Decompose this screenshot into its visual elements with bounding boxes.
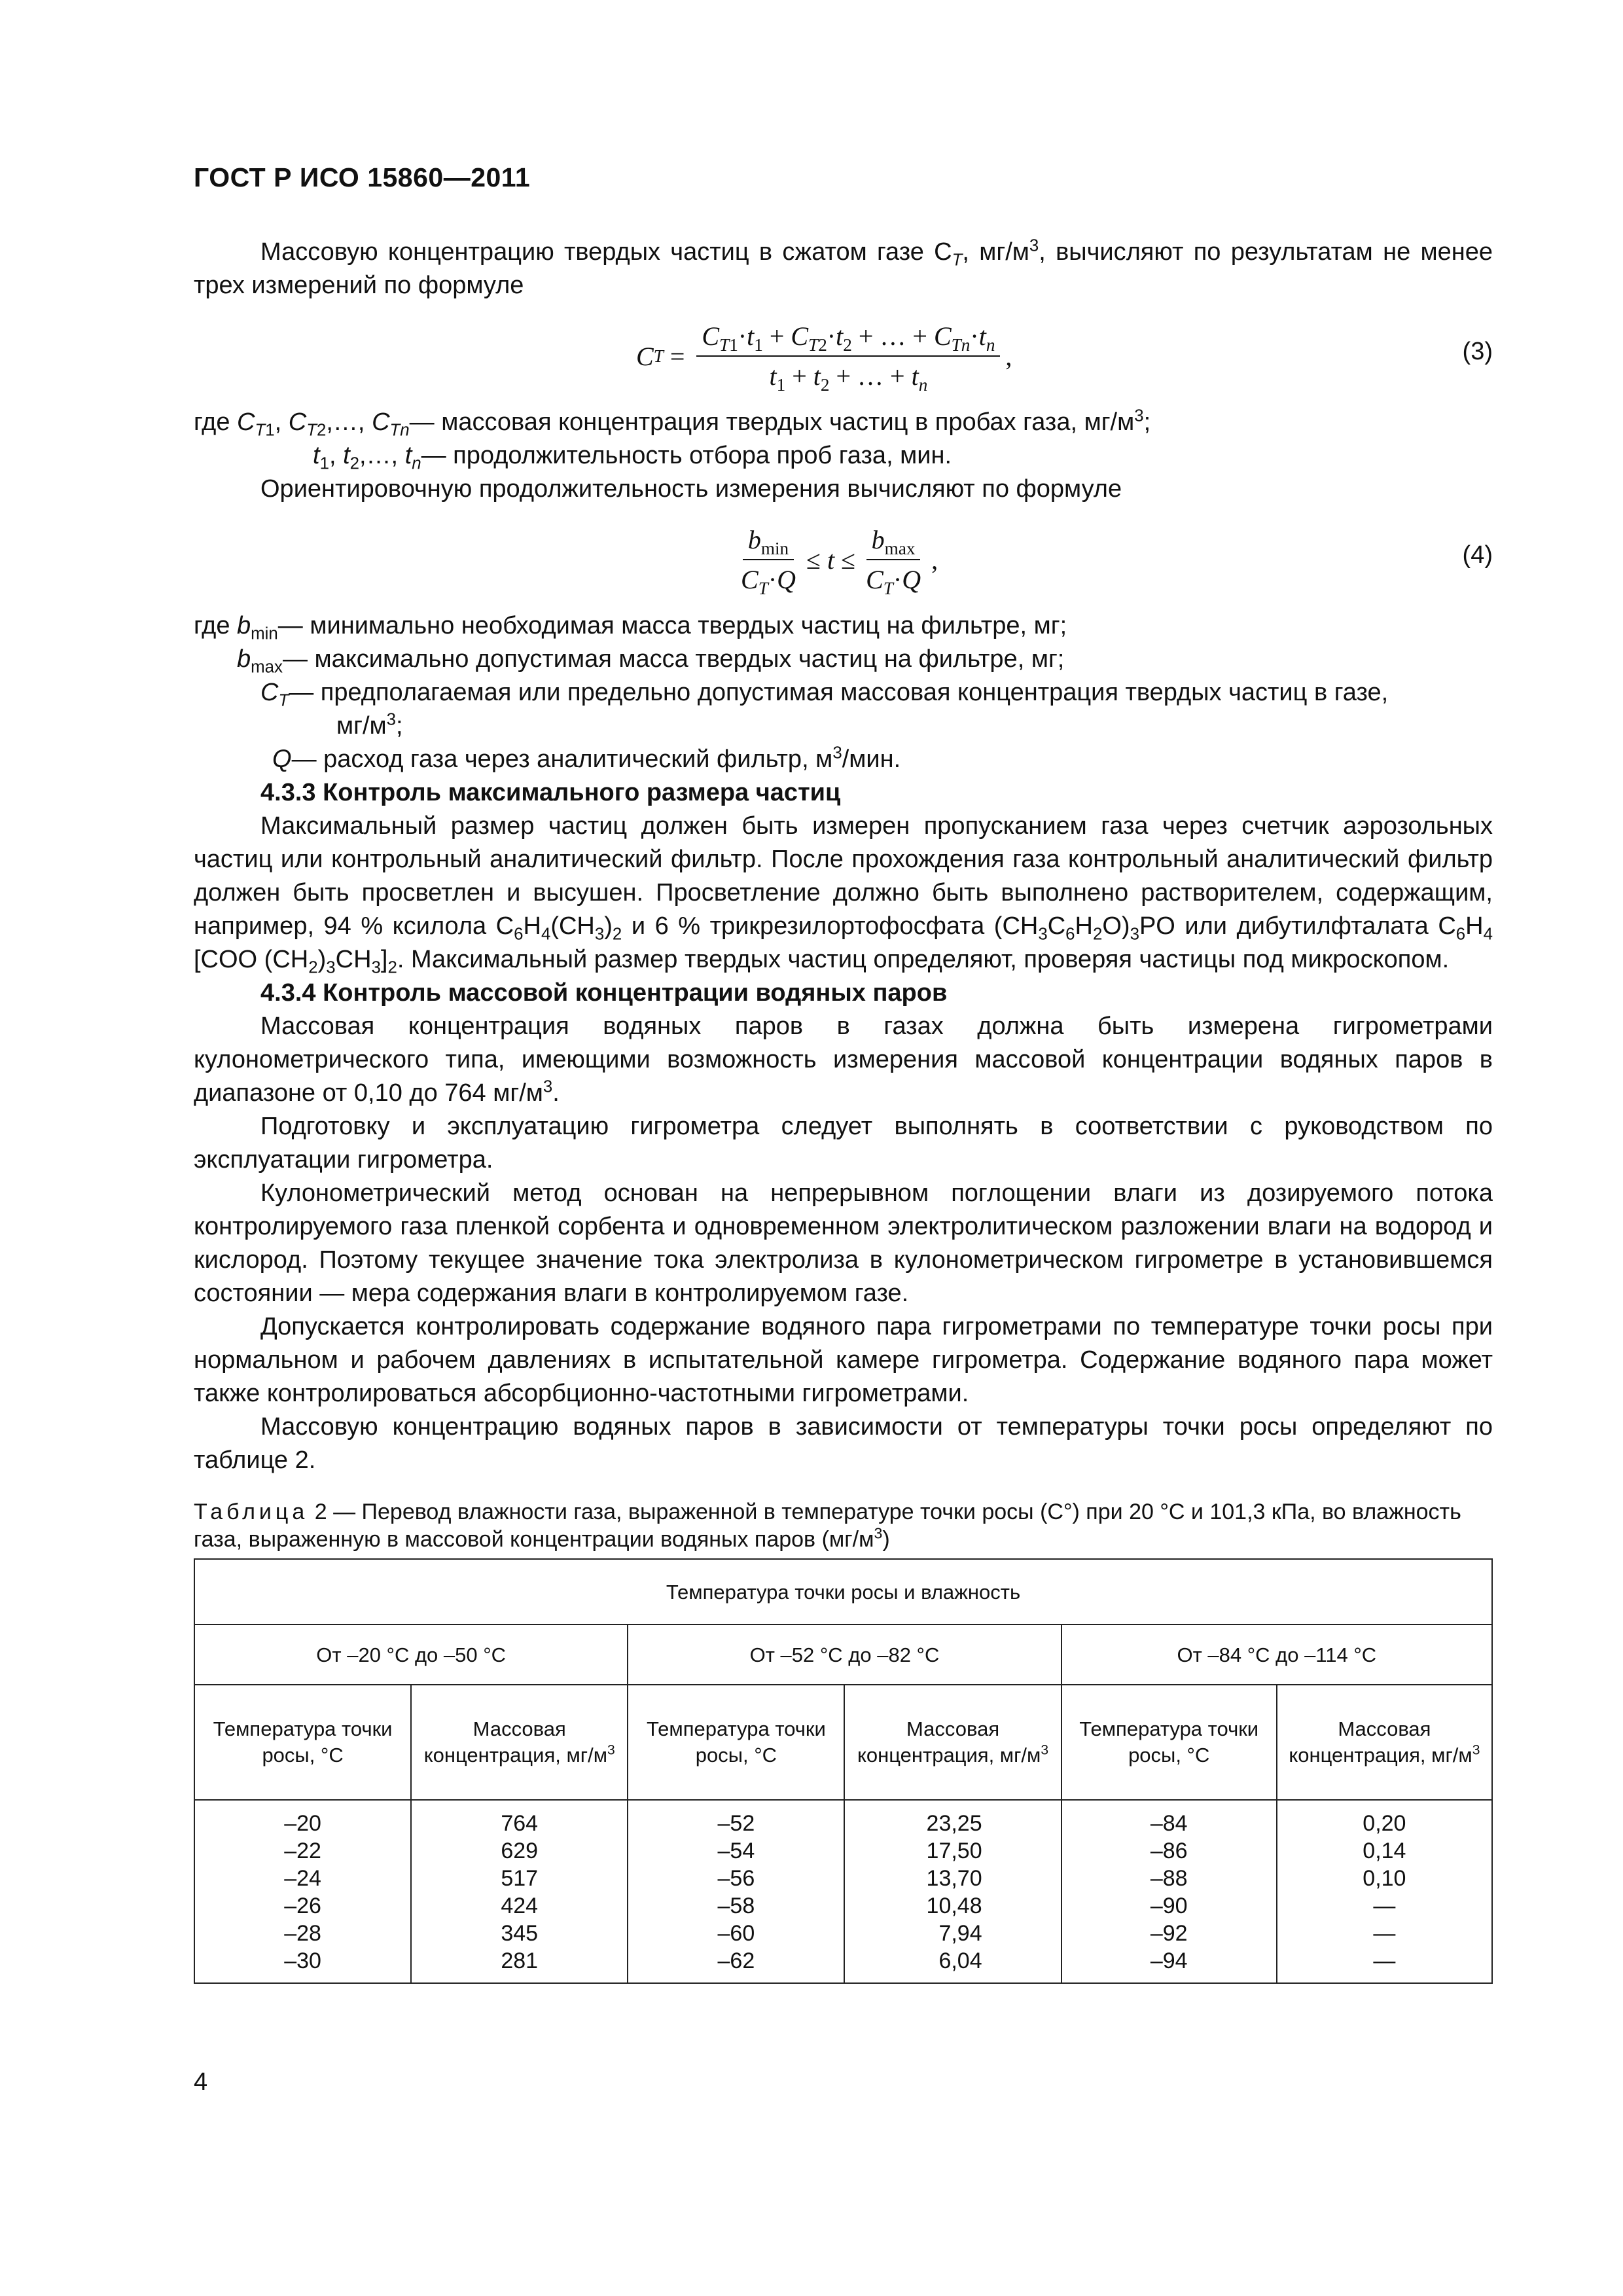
column-header-temperature: Температура точки росы, °C (628, 1685, 844, 1800)
formula-3-legend (194, 406, 1493, 473)
paragraph-4-3-4-2: Подготовку и эксплуатацию гигрометра следует выполнять в соответствии с руководством по эксплуатации гигрометра. (194, 1113, 1493, 1174)
page-number: 4 (194, 2068, 208, 2096)
table-column-values: –84 –86 –88 –90 –92 –94 (1061, 1800, 1277, 1983)
table-2-caption: Таблица 2 — Перевод влажности газа, выраженной в температуре точки росы (C°) при 20 °C и 101,3 кПа, во влажность газа, выраженную в массовой концентрации водяных паров $(мг/м^3)$ (194, 1499, 1461, 1552)
formula-3 (194, 315, 1493, 397)
legend-item: $C_T$ — предполагаемая или предельно допустимая массовая концентрация твердых частиц в газе, (260, 679, 1389, 710)
table-column-values: 0,20 0,14 0,10 — — — (1277, 1800, 1492, 1983)
table-2 (194, 1558, 1493, 1984)
table-group-header: От –84 °C до –114 °C (1061, 1624, 1492, 1685)
column-header-temperature: Температура точки росы, °C (194, 1685, 411, 1800)
legend-item: Q — расход газа через аналитический фильтр, $м^3$/мин. (272, 744, 901, 773)
page-content (194, 236, 1493, 1984)
document-header: ГОСТ Р ИСО 15860—2011 (194, 162, 531, 192)
formula-4 (194, 519, 1493, 600)
legend-item: где $b_{min}$ — минимально необходимая масса твердых частиц на фильтре, мг; (194, 612, 1067, 643)
legend-item: $t_1$, $t_2,\dots$, $t_n$ — продолжительность отбора проб газа, мин. (313, 442, 952, 473)
paragraph-4-3-4-3: Кулонометрический метод основан на непрерывном поглощении влаги из дозируемого потока контролируемого газа пленкой сорбента и одновременном электролитическом разложении влаги на водород и кислород. Поэтому текущее значение тока электролиза в кулонометрическом гигрометре в установившемся состоянии — мера содержания влаги в контролируемом газе. (194, 1179, 1493, 1307)
formula-4-number: (4) (1462, 541, 1493, 569)
table-column-values: –20 –22 –24 –26 –28 –30 (194, 1800, 411, 1983)
legend-item: $мг/м^3$; (336, 710, 403, 740)
table-column-values: 764 629 517 424 345 281 (411, 1800, 628, 1983)
legend-item: где $C_{T1}$, $C_{T2},\dots$, $C_{Tn}$ — массовая концентрация твердых частиц в пробах газа, $мг/м^3$; (194, 406, 1151, 440)
table-top-header: Температура точки росы и влажность (194, 1559, 1492, 1624)
legend-item: $b_{max}$ — максимально допустимая масса твердых частиц на фильтре, мг; (237, 645, 1065, 677)
formula-3-expression: C T = $\frac{C_{T1}\cdot t_1 + C_{T2}\cdot t_2 + \dots + C_{Tn}\cdot t_n}{t_1 + t_2 + \dots + t_n}$ , (636, 319, 1012, 393)
paragraph-4-3-4-5: Массовую концентрацию водяных паров в зависимости от температуры точки росы определяют по таблице 2. (194, 1413, 1493, 1474)
paragraph-4-3-4-1: Массовая концентрация водяных паров в газах должна быть измерена гигрометрами кулонометрического типа, имеющими возможность измерения массовой концентрации водяных паров в диапазоне от 0,10 до 764 $мг/м^3$. (194, 1013, 1493, 1107)
table-column-values: 23,25 17,50 13,70 10,48 7,94 6,04 (844, 1800, 1061, 1983)
formula-4-legend (194, 609, 1493, 776)
section-heading-4-3-3: 4.3.3 Контроль максимального размера частиц (260, 779, 841, 806)
formula-4-expression: $\frac{b_{min}}{C_T\cdot Q}$ ≤ t ≤ $\frac{b_{max}}{C_T\cdot Q}$ , (730, 523, 938, 596)
column-header-concentration: Массовая концентрация, $мг/м^3$ (844, 1685, 1061, 1800)
paragraph-duration-intro: Ориентировочную продолжительность измерения вычисляют по формуле (260, 475, 1122, 503)
column-header-temperature: Температура точки росы, °C (1061, 1685, 1277, 1800)
formula-3-number: (3) (1462, 338, 1493, 365)
paragraph-4-3-4-4: Допускается контролировать содержание водяного пара гигрометрами по температуре точки росы при нормальном и рабочем давлениях в испытательной камере гигрометра. Содержание водяного пара может также контролироваться абсорбционно-частотными гигрометрами. (194, 1313, 1493, 1407)
paragraph-mass-concentration-intro: Массовую концентрацию твердых частиц в сжатом газе $C_T$, $мг/м^3$, вычисляют по результатам не менее трех измерений по формуле (194, 236, 1493, 299)
column-header-concentration: Массовая концентрация, $мг/м^3$ (1277, 1685, 1492, 1800)
column-header-concentration: Массовая концентрация, $мг/м^3$ (411, 1685, 628, 1800)
table-group-header: От –52 °C до –82 °C (628, 1624, 1061, 1685)
paragraph-4-3-3: Максимальный размер частиц должен быть измерен пропусканием газа через счетчик аэрозольных частиц или контрольный аналитический фильтр. После прохождения газа контрольный аналитический фильтр должен быть просветлен и высушен. Просветление должно быть выполнено растворителем, содержащим, например, 94 % ксилола $C_6H_4(CH_3)_2$ и 6 % трикрезилортофосфата $(CH_3C_6H_2O)_3PO$ или дибутилфталата $C_6H_4$ [COO $(CH_2)_3CH_3]_2$. Максимальный размер твердых частиц определяют, проверяя частицы под микроскопом. (194, 812, 1493, 977)
table-column-values: –52 –54 –56 –58 –60 –62 (628, 1800, 844, 1983)
table-data-row (194, 1800, 1492, 1983)
table-group-header: От –20 °C до –50 °C (194, 1624, 628, 1685)
section-heading-4-3-4: 4.3.4 Контроль массовой концентрации водяных паров (260, 979, 948, 1007)
